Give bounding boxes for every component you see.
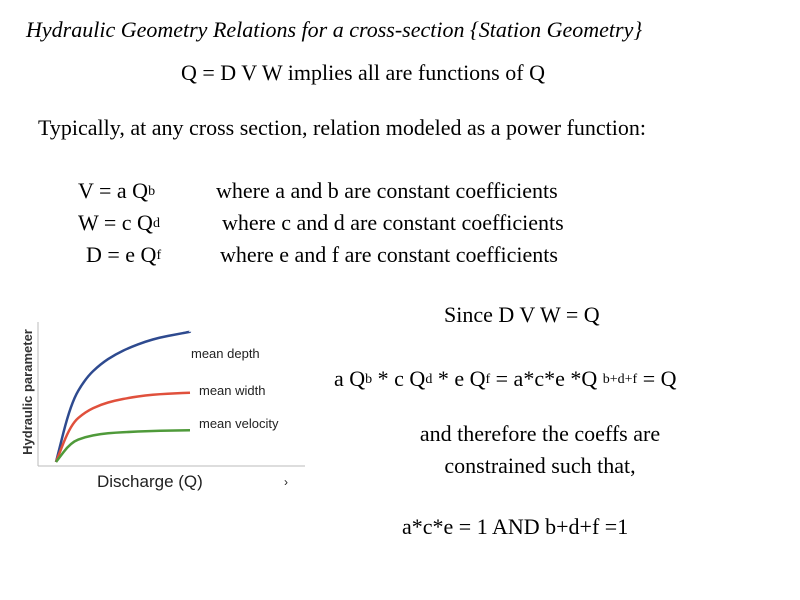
product-exponent: f xyxy=(485,372,491,387)
equation-desc: where a and b are constant coefficients xyxy=(216,178,558,203)
x-axis-label: Discharge (Q) xyxy=(97,472,203,491)
subtitle: Q = D V W implies all are functions of Q xyxy=(181,60,545,85)
chart-series-group xyxy=(56,332,279,462)
equation-exponent: f xyxy=(156,248,162,263)
since-equation: Since D V W = Q xyxy=(444,302,600,327)
page-title: Hydraulic Geometry Relations for a cross-section {Station Geometry} xyxy=(26,17,643,42)
product-term: a Q xyxy=(334,366,366,391)
equation-exponent: d xyxy=(152,216,160,231)
product-exponent: d xyxy=(425,372,433,387)
series-label-mean-velocity: mean velocity xyxy=(199,416,279,431)
series-line-mean-depth xyxy=(56,332,190,462)
series-line-mean-velocity xyxy=(56,430,190,462)
product-exponent: b xyxy=(365,372,373,387)
intro-text: Typically, at any cross section, relation modeled as a power function: xyxy=(38,115,646,140)
x-axis-arrow-icon: › xyxy=(284,475,288,489)
product-term: = Q xyxy=(637,366,677,391)
y-axis-label: Hydraulic parameter xyxy=(20,329,35,455)
final-constraint: a*c*e = 1 AND b+d+f =1 xyxy=(402,514,629,539)
series-label-mean-width: mean width xyxy=(199,383,266,398)
series-line-mean-width xyxy=(56,393,190,462)
therefore-text: and therefore the coeffs are constrained such that, xyxy=(419,421,661,478)
equation-exponent: b xyxy=(148,184,156,199)
product-term: = a*c*e *Q xyxy=(490,366,603,391)
equation-lhs: D = e Q xyxy=(86,242,157,267)
product-exponent: b+d+f xyxy=(602,372,638,387)
equation-lhs: V = a Q xyxy=(78,178,149,203)
series-label-mean-depth: mean depth xyxy=(191,346,260,361)
equation-desc: where c and d are constant coefficients xyxy=(222,210,564,235)
product-term: * e Q xyxy=(432,366,486,391)
equation-lhs: W = c Q xyxy=(78,210,153,235)
product-term: * c Q xyxy=(372,366,426,391)
equation-desc: where e and f are constant coefficients xyxy=(220,242,558,267)
